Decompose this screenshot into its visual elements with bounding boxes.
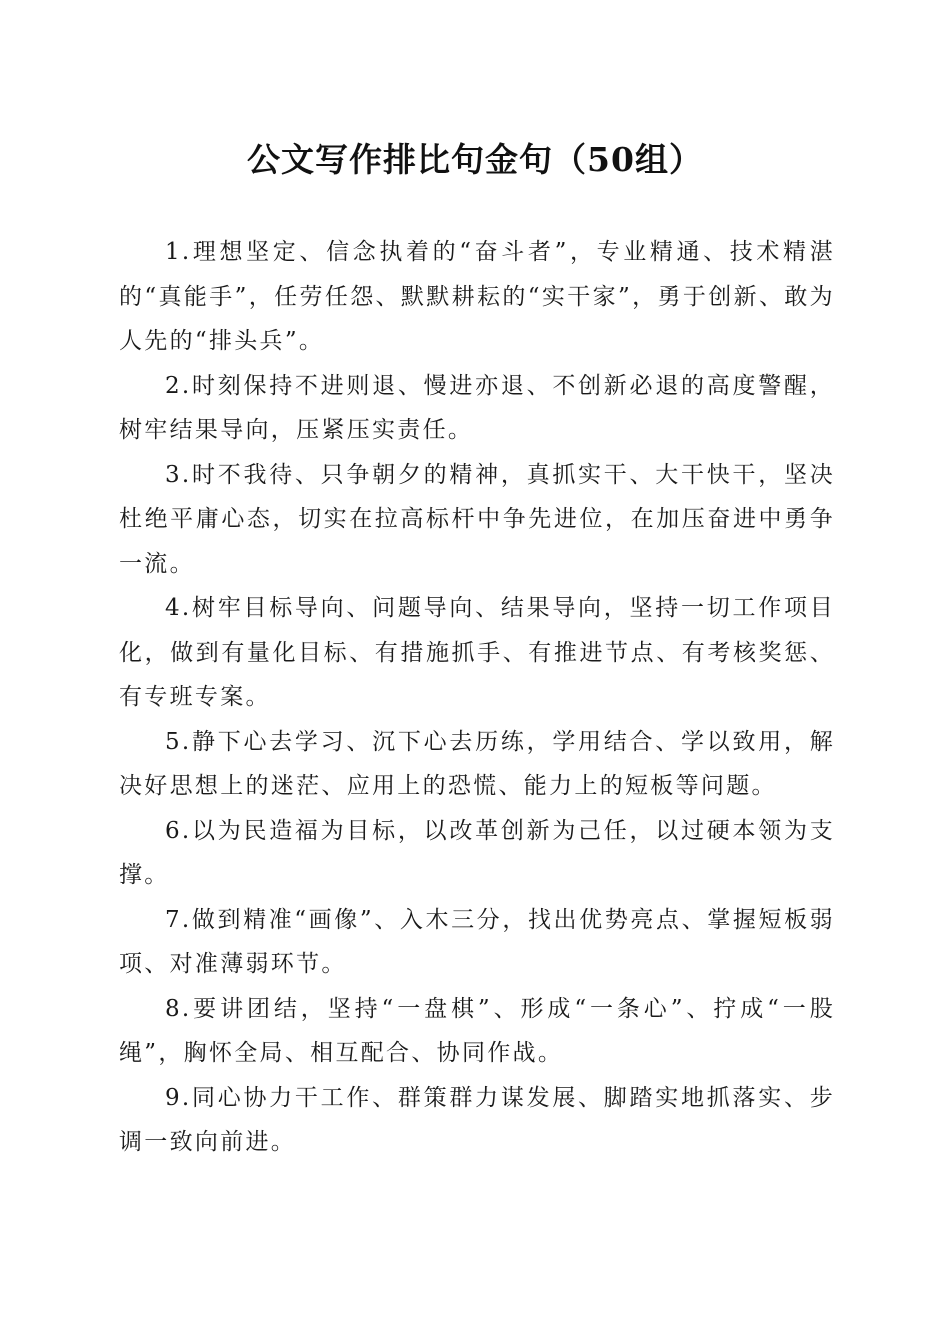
paragraph-7: 7.做到精准“画像”、入木三分，找出优势亮点、掌握短板弱项、对准薄弱环节。	[119, 906, 835, 977]
document-title: 公文写作排比句金句（50组）	[247, 140, 703, 179]
paragraph-1: 1.理想坚定、信念执着的“奋斗者”，专业精通、技术精湛的“真能手”，任劳任怨、默默耕耘的“实干家”，勇于创新、敢为人先的“排头兵”。	[119, 239, 835, 354]
document-body	[119, 230, 835, 1165]
paragraph-5: 5.静下心去学习、沉下心去历练，学用结合、学以致用，解决好思想上的迷茫、应用上的恐慌、能力上的短板等问题。	[119, 728, 835, 799]
paragraph-2: 2.时刻保持不进则退、慢进亦退、不创新必退的高度警醒，树牢结果导向，压紧压实责任。	[119, 372, 835, 443]
paragraph-9: 9.同心协力干工作、群策群力谋发展、脚踏实地抓落实、步调一致向前进。	[119, 1084, 835, 1155]
paragraph-4: 4.树牢目标导向、问题导向、结果导向，坚持一切工作项目化，做到有量化目标、有措施抓手、有推进节点、有考核奖惩、有专班专案。	[119, 595, 835, 710]
paragraph-6: 6.以为民造福为目标，以改革创新为己任，以过硬本领为支撑。	[119, 817, 835, 888]
paragraph-3: 3.时不我待、只争朝夕的精神，真抓实干、大干快干，坚决杜绝平庸心态，切实在拉高标杆中争先进位，在加压奋进中勇争一流。	[119, 461, 835, 577]
paragraph-8: 8.要讲团结，坚持“一盘棋”、形成“一条心”、拧成“一股绳”，胸怀全局、相互配合、协同作战。	[119, 995, 835, 1066]
